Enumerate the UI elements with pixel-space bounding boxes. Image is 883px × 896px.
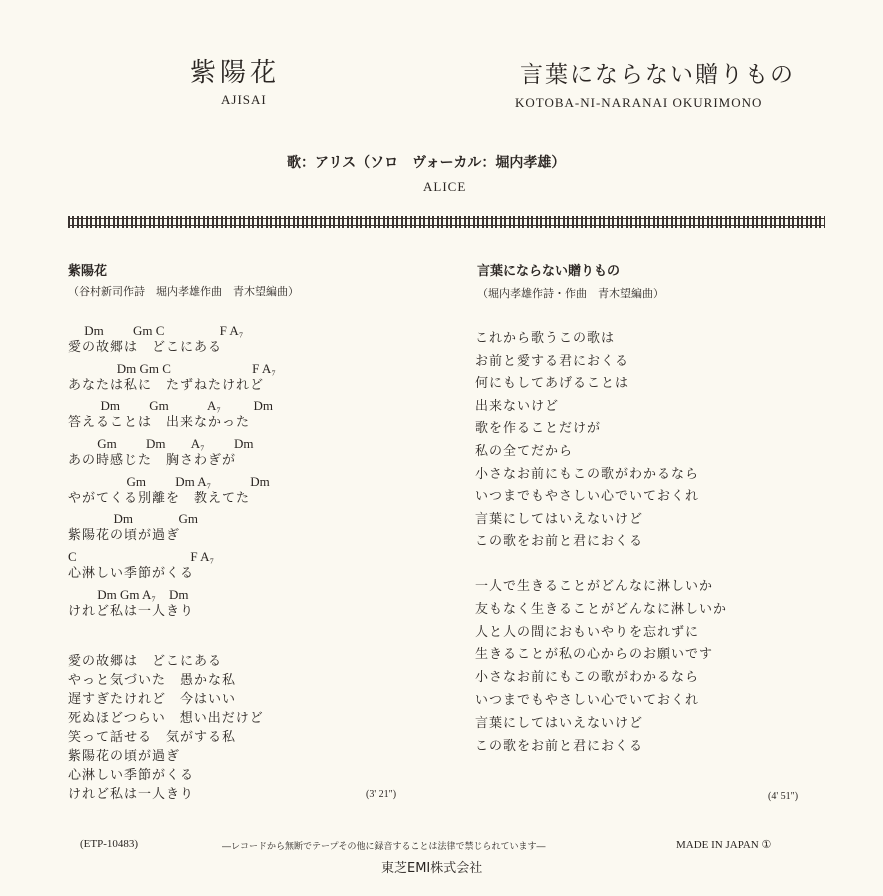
lyric-line: 言葉にしてはいえないけど bbox=[475, 511, 644, 527]
lyric-line: やっと気づいた 愚かな私 bbox=[68, 673, 237, 688]
lyric-line: 生きることが私の心からのお願いです bbox=[475, 647, 714, 663]
chord-line: Dm Gm bbox=[68, 511, 198, 527]
lyric-line: いつまでもやさしい心でいておくれ bbox=[475, 489, 700, 505]
chord-lyric-pair bbox=[68, 323, 276, 361]
copyright-notice: ―レコードから無断でテープその他に録音することは法律で禁じられています― bbox=[222, 842, 546, 852]
chord-lyric-pair bbox=[68, 474, 276, 512]
lyric-line: 笑って話せる 気がする私 bbox=[68, 730, 237, 745]
chord-lyric-pair bbox=[68, 398, 276, 436]
lyric-line: 愛の故郷は どこにある bbox=[68, 340, 223, 355]
made-in-japan: MADE IN JAPAN ① bbox=[676, 839, 772, 851]
chord-lyric-pair bbox=[68, 361, 276, 399]
catalog-number: (ETP-10483) bbox=[80, 838, 139, 850]
lyric-line: 小さなお前にもこの歌がわかるなら bbox=[475, 466, 700, 482]
chord-lyric-pair bbox=[68, 511, 276, 549]
chord-line: Gm Dm A₇ Dm bbox=[68, 436, 254, 452]
song-a-chord-verse bbox=[68, 323, 276, 625]
lyric-line: 私の全てだから bbox=[475, 443, 574, 459]
lyric-line: 心淋しい季節がくる bbox=[68, 566, 195, 582]
song-b-verse-1 bbox=[475, 328, 699, 554]
chord-line: Dm Gm C F A₇ bbox=[68, 323, 244, 338]
lyric-line: 死ぬほどつらい 想い出だけど bbox=[68, 711, 264, 726]
lyric-line: 一人で生きることがどんなに淋しいか bbox=[475, 579, 714, 594]
song-a-heading: 紫陽花 bbox=[190, 58, 281, 88]
song-a-credit: （谷村新司作詩 堀内孝雄作曲 青木望編曲） bbox=[68, 285, 299, 298]
chord-line: Gm Dm A₇ Dm bbox=[68, 473, 270, 489]
chord-line: C F A₇ bbox=[68, 549, 215, 565]
lyric-line: 歌を作ることだけが bbox=[475, 421, 602, 437]
lyric-line: あの時感じた 胸さわぎが bbox=[68, 453, 237, 469]
lyric-line: いつまでもやさしい心でいておくれ bbox=[475, 692, 700, 708]
lyric-line: これから歌うこの歌は bbox=[475, 331, 616, 346]
chord-line: Dm Gm C F A₇ bbox=[68, 360, 276, 376]
chord-line: Dm Gm A₇ Dm bbox=[68, 586, 189, 602]
song-b-duration: (4' 51") bbox=[768, 791, 799, 802]
lyric-line: この歌をお前と君におくる bbox=[475, 534, 644, 550]
lyric-line: 人と人の間におもいやりを忘れずに bbox=[475, 624, 700, 640]
song-b-heading: 言葉にならない贈りもの bbox=[520, 62, 795, 88]
lyric-line: 心淋しい季節がくる bbox=[68, 768, 195, 783]
song-a-title: 紫陽花 bbox=[68, 264, 108, 279]
lyric-line: 遅すぎたけれど 今はいい bbox=[68, 692, 237, 707]
chord-lyric-pair bbox=[68, 587, 276, 625]
lyric-line: 答えることは 出来なかった bbox=[68, 415, 251, 431]
lyric-line: この歌をお前と君におくる bbox=[475, 738, 644, 754]
song-a-duration: (3' 21") bbox=[366, 789, 397, 800]
song-a-verse-2 bbox=[68, 652, 264, 804]
song-a-romaji: AJISAI bbox=[221, 92, 267, 107]
song-b-verse-2 bbox=[475, 576, 727, 758]
company-name: 東芝EMI株式会社 bbox=[381, 861, 483, 876]
lyric-line: けれど私は一人きり bbox=[68, 603, 195, 619]
lyric-line: 紫陽花の頃が過ぎ bbox=[68, 749, 181, 764]
lyric-line: 友もなく生きることがどんなに淋しいか bbox=[475, 601, 728, 617]
chord-lyric-pair bbox=[68, 436, 276, 474]
lyric-line: 紫陽花の頃が過ぎ bbox=[68, 528, 181, 544]
song-b-credit: （堀内孝雄作詩・作曲 青木望編曲） bbox=[477, 287, 664, 300]
song-b-romaji: KOTOBA-NI-NARANAI OKURIMONO bbox=[515, 95, 763, 110]
lyric-line: 何にもしてあげることは bbox=[475, 376, 630, 392]
ornamental-divider bbox=[68, 216, 825, 228]
lyric-line: 小さなお前にもこの歌がわかるなら bbox=[475, 670, 700, 686]
artist-romaji: ALICE bbox=[423, 179, 467, 194]
lyric-line: お前と愛する君におくる bbox=[475, 353, 630, 369]
lyric-line: あなたは私に たずねたけれど bbox=[68, 377, 265, 393]
artist-line: 歌：アリス（ソロ ヴォーカル：堀内孝雄） bbox=[287, 155, 566, 171]
lyric-line: やがてくる別離を 教えてた bbox=[68, 490, 251, 506]
lyric-line: 愛の故郷は どこにある bbox=[68, 654, 223, 669]
chord-line: Dm Gm A₇ Dm bbox=[68, 398, 273, 414]
lyric-line: 言葉にしてはいえないけど bbox=[475, 715, 644, 731]
lyric-line: 出来ないけど bbox=[475, 398, 560, 414]
song-b-title: 言葉にならない贈りもの bbox=[477, 264, 621, 279]
lyric-line: けれど私は一人きり bbox=[68, 787, 195, 802]
chord-lyric-pair bbox=[68, 549, 276, 587]
